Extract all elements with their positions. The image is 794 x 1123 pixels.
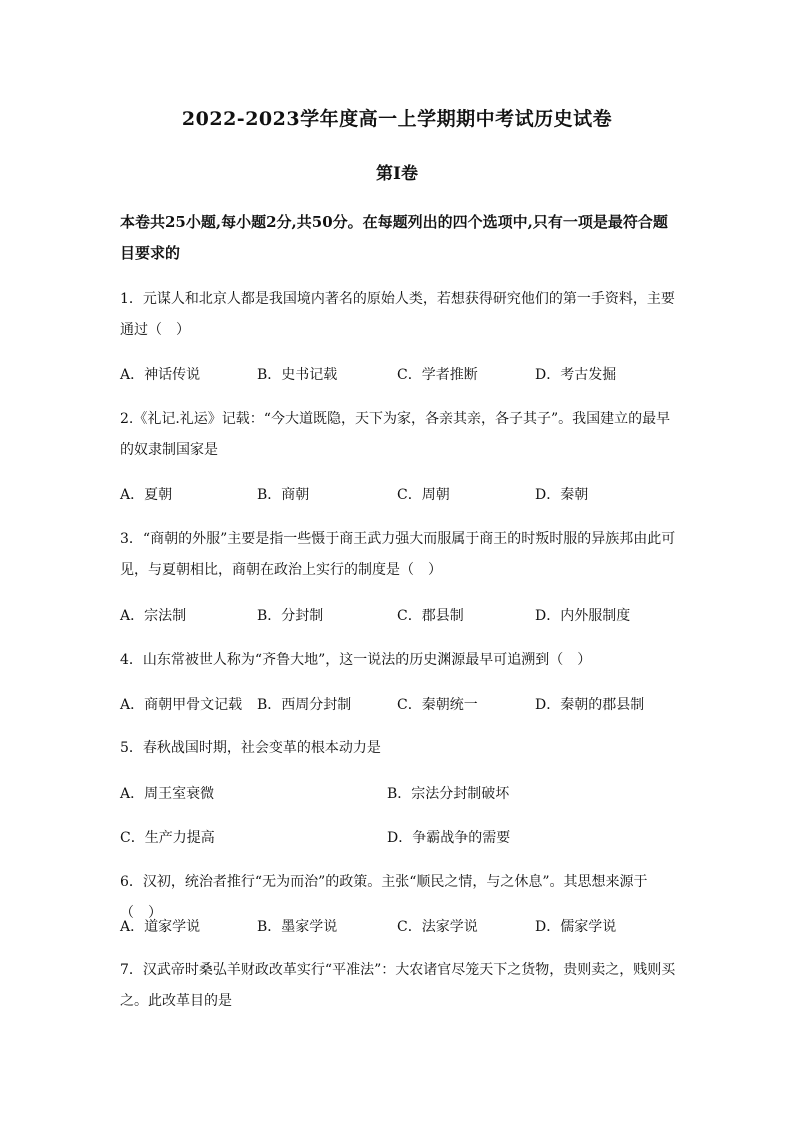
- question-5-options-row-2: [120, 827, 680, 847]
- question-4-option-d: D．秦朝的郡县制: [535, 697, 645, 713]
- question-3-option-c: C．郡县制: [397, 608, 464, 624]
- question-4-option-a: A．商朝甲骨文记载: [120, 697, 243, 713]
- question-7-stem: 7．汉武帝时桑弘羊财政改革实行“平准法”：大农诸官尽笼天下之货物，贵则卖之，贱则买之。此改革目的是: [120, 962, 676, 1009]
- question-3-options: [120, 605, 680, 625]
- question-6-options: [120, 916, 680, 936]
- question-6-option-d: D．儒家学说: [535, 919, 617, 935]
- question-1-option-c: C．学者推断: [397, 367, 478, 383]
- question-6-option-c: C．法家学说: [397, 919, 478, 935]
- question-2-option-b: B．商朝: [257, 487, 310, 503]
- question-6-option-a: A．道家学说: [120, 919, 201, 935]
- question-5-option-c: C．生产力提高: [120, 830, 215, 846]
- question-4-option-b: B．西周分封制: [257, 697, 352, 713]
- question-3-option-b: B．分封制: [257, 608, 324, 624]
- question-2-options: [120, 484, 680, 504]
- question-5-stem: 5．春秋战国时期，社会变革的根本动力是: [120, 740, 381, 756]
- question-5-option-a: A．周王室衰微: [120, 786, 215, 802]
- question-2-option-c: C．周朝: [397, 487, 450, 503]
- question-2-option-d: D．秦朝: [535, 487, 589, 503]
- question-5-options-row-1: [120, 783, 680, 803]
- question-3-option-a: A．宗法制: [120, 608, 187, 624]
- question-3-stem: 3．“商朝的外服”主要是指一些慑于商王武力强大而服属于商王的时叛时服的异族邦由此可见，与夏朝相比，商朝在政治上实行的制度是（ ）: [120, 531, 676, 578]
- question-6-option-b: B．墨家学说: [257, 919, 338, 935]
- question-5-option-d: D．争霸战争的需要: [387, 830, 511, 846]
- section-instructions: 本卷共25小题,每小题2分,共50分。在每题列出的四个选项中,只有一项是最符合题目要求的: [120, 213, 668, 262]
- question-1-option-d: D．考古发掘: [535, 367, 617, 383]
- question-5-option-b: B．宗法分封制破坏: [387, 786, 510, 802]
- question-1-option-b: B．史书记载: [257, 367, 338, 383]
- question-4-options: [120, 694, 680, 714]
- question-1-stem: 1．元谋人和北京人都是我国境内著名的原始人类，若想获得研究他们的第一手资料，主要通过（ ）: [120, 291, 675, 338]
- exam-title: 2022-2023学年度高一上学期期中考试历史试卷: [181, 108, 613, 130]
- question-1-options: [120, 364, 680, 384]
- question-1-option-a: A．神话传说: [120, 367, 201, 383]
- section-title: 第Ⅰ卷: [376, 164, 418, 184]
- question-2-stem: 2.《礼记.礼运》记载：“今大道既隐，天下为家，各亲其亲，各子其子”。我国建立的最早的奴隶制国家是: [120, 411, 671, 458]
- question-4-stem: 4．山东常被世人称为“齐鲁大地”，这一说法的历史渊源最早可追溯到（ ）: [120, 652, 592, 668]
- question-6-stem: 6．汉初，统治者推行“无为而治”的政策。主张“顺民之情，与之休息”。其思想来源于（ ）: [120, 874, 648, 921]
- question-3-option-d: D．内外服制度: [535, 608, 631, 624]
- question-4-option-c: C．秦朝统一: [397, 697, 478, 713]
- question-2-option-a: A．夏朝: [120, 487, 173, 503]
